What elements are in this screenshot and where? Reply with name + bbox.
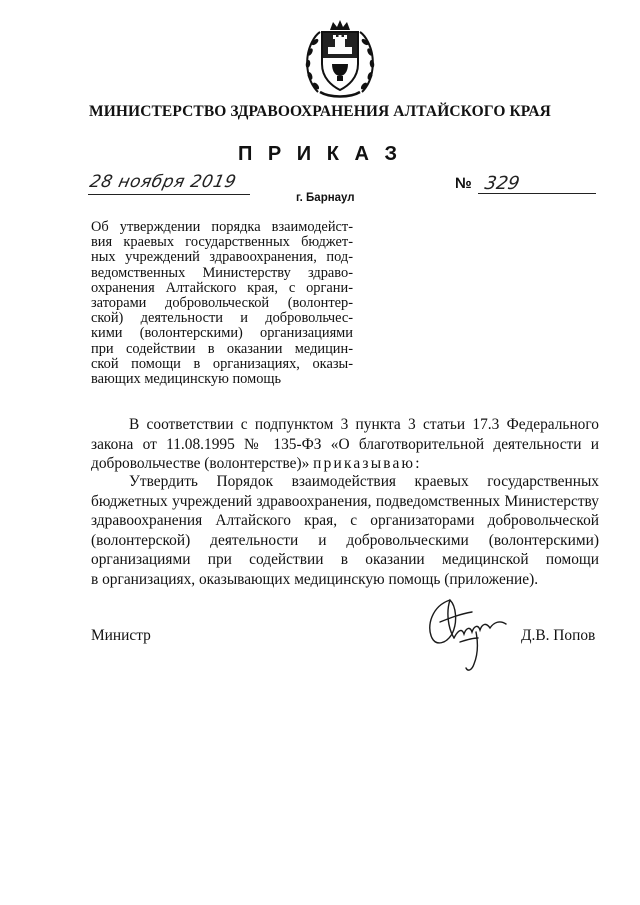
city-name: г. Барнаул [296,192,355,204]
body-line: организациями при содействии в оказании медицинской помощи [91,551,599,569]
body-line: в организациях, оказывающих медицинскую помощь (приложение). [91,570,539,588]
document-title: П Р И К А З [237,143,403,165]
resolution-paragraph [91,472,599,590]
order-subject [91,220,353,387]
body-line-last [91,454,599,474]
subject-line: ской) деятельности и добровольчес- [91,310,353,327]
body-line: В соответствии с подпунктом 3 пункта 3 статьи 17.3 Федерального [129,416,599,433]
signer-position: Министр [91,627,151,644]
body-text: добровольчестве (волонтерстве)» [91,455,314,473]
handwritten-signature-icon [420,592,512,676]
body-line: бюджетных учреждений здравоохранения, подведомственных Министерству [91,492,599,510]
subject-line: вия краевых государственных бюджет- [91,234,353,251]
number-underline [478,193,596,194]
signer-name: Д.В. Попов [521,627,596,644]
number-label: № [455,175,472,192]
ministry-name: МИНИСТЕРСТВО ЗДРАВООХРАНЕНИЯ АЛТАЙСКОГО КРАЯ [89,103,551,120]
subject-line: ведомственных Министерству здраво- [91,264,353,281]
subject-line: ных учреждений здравоохранения, под- [91,249,353,266]
body-line: закона от 11.08.1995 № 135-ФЗ «О благотворительной деятельности и [91,435,599,453]
order-date: 28 ноября 2019 [87,172,239,192]
subject-line: заторами добровольческой (волонтер- [91,295,353,312]
body-line: (волонтерской) деятельности и добровольческими (волонтерскими) [91,531,599,549]
subject-line: Об утверждении порядка взаимодейст- [91,219,353,235]
subject-line: ской помощи в организациях, оказы- [91,355,353,372]
coat-of-arms-icon [300,18,380,102]
subject-line: вающих медицинскую помощь [91,371,282,388]
date-underline [88,194,250,195]
subject-line: при содействии в оказании медицин- [91,340,353,357]
order-word: приказываю: [313,455,422,473]
body-line: Утвердить Порядок взаимодействия краевых государственных [129,473,599,490]
preamble-paragraph [91,415,599,474]
body-line: здравоохранения Алтайского края, с организаторами добровольческой [91,512,599,530]
subject-line: кими (волонтерскими) организациями [91,325,353,342]
subject-line: охранения Алтайского края, с органи- [91,279,353,296]
order-number: 329 [483,173,522,194]
